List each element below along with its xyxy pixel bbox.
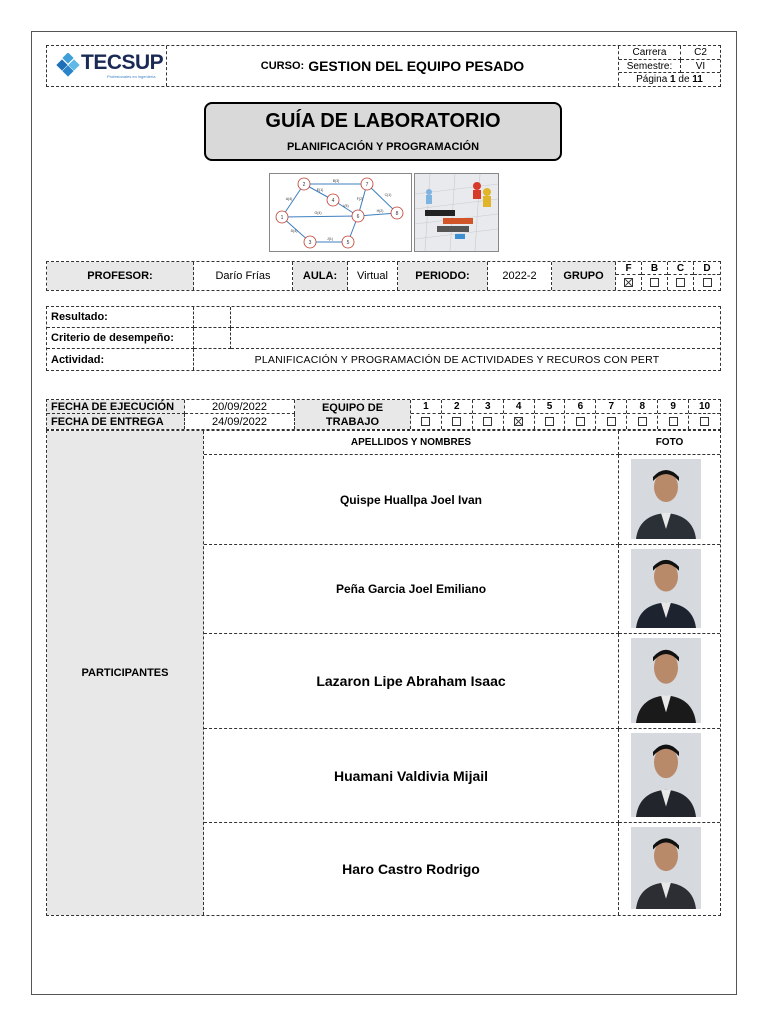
participant-photo-cell bbox=[619, 823, 720, 915]
grupo-option-d[interactable] bbox=[694, 262, 720, 290]
equipo-number: 4 bbox=[504, 400, 534, 414]
pert-node-label: 6 bbox=[356, 214, 360, 220]
grupo-options bbox=[616, 262, 720, 290]
person-silhouette-icon bbox=[631, 549, 701, 628]
logo-area bbox=[47, 46, 167, 86]
pert-edge-label: D(4) bbox=[290, 229, 298, 233]
participants-table bbox=[46, 430, 721, 916]
actividad-label: Actividad: bbox=[47, 349, 194, 370]
profesor-value: Darío Frías bbox=[194, 262, 293, 290]
info-row bbox=[46, 261, 721, 291]
pert-node-label: 1 bbox=[280, 215, 284, 221]
document-header bbox=[46, 45, 721, 87]
pert-network-icon bbox=[270, 174, 411, 251]
page-indicator bbox=[619, 73, 720, 86]
participant-photo bbox=[631, 733, 701, 817]
grupo-checkbox[interactable] bbox=[703, 278, 712, 287]
pert-edge-label: C(1) bbox=[384, 193, 392, 197]
participant-row bbox=[204, 729, 720, 823]
equipo-options bbox=[411, 400, 720, 429]
page-of: de bbox=[678, 74, 690, 85]
grupo-checkbox[interactable] bbox=[676, 278, 685, 287]
grupo-option-c[interactable] bbox=[668, 262, 694, 290]
equipo-option-7[interactable] bbox=[596, 400, 627, 429]
criterio-label: Criterio de desempeño: bbox=[47, 328, 194, 349]
participant-row bbox=[204, 634, 720, 729]
resultado-blank bbox=[194, 307, 231, 328]
equipo-option-10[interactable] bbox=[689, 400, 720, 429]
pert-node-label: 4 bbox=[331, 198, 335, 204]
pert-node-label: 2 bbox=[302, 182, 306, 188]
guide-title: GUÍA DE LABORATORIO bbox=[265, 109, 501, 132]
equipo-number: 10 bbox=[689, 400, 720, 414]
profesor-label: PROFESOR: bbox=[47, 262, 194, 290]
grupo-letter: F bbox=[616, 262, 641, 275]
criterio-value bbox=[231, 328, 720, 349]
equipo-number: 5 bbox=[535, 400, 565, 414]
page-number: 1 bbox=[670, 74, 676, 85]
equipo-checkbox[interactable] bbox=[421, 417, 430, 426]
equipo-number: 7 bbox=[596, 400, 626, 414]
participant-rows bbox=[204, 455, 720, 915]
periodo-label: PERIODO: bbox=[398, 262, 488, 290]
equipo-checkbox[interactable] bbox=[700, 417, 709, 426]
participant-name: Peña Garcia Joel Emiliano bbox=[204, 545, 619, 634]
tecsup-logo-icon bbox=[55, 53, 81, 77]
person-silhouette-icon bbox=[631, 638, 701, 723]
fecha-entrega-value: 24/09/2022 bbox=[185, 414, 295, 429]
equipo-number: 6 bbox=[566, 400, 596, 414]
aula-value: Virtual bbox=[348, 262, 398, 290]
grupo-checkbox[interactable] bbox=[624, 278, 633, 287]
equipo-checkbox[interactable] bbox=[452, 417, 461, 426]
pert-edge-label: I(5) bbox=[343, 204, 349, 208]
equipo-checkbox[interactable] bbox=[483, 417, 492, 426]
grupo-option-b[interactable] bbox=[642, 262, 668, 290]
participant-photo-cell bbox=[619, 545, 720, 634]
logo-text: TECSUP bbox=[81, 51, 164, 74]
page-label: Página bbox=[636, 74, 668, 85]
equipo-option-9[interactable] bbox=[658, 400, 689, 429]
equipo-checkbox[interactable] bbox=[576, 417, 585, 426]
pert-edge-label: H(2) bbox=[376, 209, 384, 213]
equipo-number: 8 bbox=[627, 400, 657, 414]
course-name: GESTION DEL EQUIPO PESADO bbox=[308, 58, 525, 74]
gantt-figures-icon bbox=[415, 174, 498, 251]
grupo-checkbox[interactable] bbox=[650, 278, 659, 287]
person-silhouette-icon bbox=[631, 733, 701, 817]
result-table bbox=[46, 306, 721, 371]
equipo-label: EQUIPO DE TRABAJO bbox=[295, 400, 411, 429]
pert-diagram-image bbox=[269, 173, 412, 252]
pert-edge-label: G(4) bbox=[314, 211, 322, 215]
pert-edge-label: F(2) bbox=[356, 197, 364, 201]
equipo-option-5[interactable] bbox=[535, 400, 566, 429]
gantt-illustration-image bbox=[414, 173, 499, 252]
grupo-label: GRUPO bbox=[552, 262, 616, 290]
pert-node-label: 3 bbox=[308, 240, 312, 246]
participant-name: Lazaron Lipe Abraham Isaac bbox=[204, 634, 619, 729]
participant-photo-cell bbox=[619, 729, 720, 823]
equipo-option-4[interactable] bbox=[504, 400, 535, 429]
pert-edge-label: E(1) bbox=[316, 188, 324, 192]
pert-edge-label: B(3) bbox=[332, 179, 340, 183]
fecha-entrega-label: FECHA DE ENTREGA bbox=[47, 414, 185, 429]
participant-row bbox=[204, 823, 720, 915]
grupo-letter: D bbox=[694, 262, 720, 275]
participant-photo bbox=[631, 549, 701, 628]
dates-table bbox=[46, 399, 721, 430]
participant-row bbox=[204, 455, 720, 545]
equipo-number: 3 bbox=[473, 400, 503, 414]
equipo-number: 1 bbox=[411, 400, 441, 414]
title-box bbox=[204, 102, 562, 161]
participant-photo-cell bbox=[619, 634, 720, 729]
grupo-letter: B bbox=[642, 262, 667, 275]
equipo-checkbox[interactable] bbox=[545, 417, 554, 426]
equipo-checkbox[interactable] bbox=[669, 417, 678, 426]
resultado-label: Resultado: bbox=[47, 307, 194, 328]
participant-name: Huamani Valdivia Mijail bbox=[204, 729, 619, 823]
grupo-option-f[interactable] bbox=[616, 262, 642, 290]
periodo-value: 2022-2 bbox=[488, 262, 552, 290]
fecha-ejecucion-value: 20/09/2022 bbox=[185, 400, 295, 414]
equipo-option-6[interactable] bbox=[566, 400, 597, 429]
participant-photo bbox=[631, 827, 701, 909]
pert-node-label: 8 bbox=[395, 211, 399, 217]
aula-label: AULA: bbox=[293, 262, 348, 290]
resultado-value bbox=[231, 307, 720, 328]
equipo-checkbox[interactable] bbox=[514, 417, 523, 426]
page-total: 11 bbox=[692, 74, 703, 85]
participant-photo-cell bbox=[619, 455, 720, 545]
carrera-label: Carrera bbox=[619, 46, 681, 60]
course-title bbox=[167, 46, 619, 86]
semestre-value: VI bbox=[681, 60, 720, 73]
person-silhouette-icon bbox=[631, 827, 701, 909]
semestre-label: Semestre: bbox=[619, 60, 681, 73]
names-header: APELLIDOS Y NOMBRES bbox=[204, 431, 619, 455]
equipo-option-2[interactable] bbox=[442, 400, 473, 429]
grupo-letter: C bbox=[668, 262, 693, 275]
participant-name: Haro Castro Rodrigo bbox=[204, 823, 619, 915]
equipo-number: 2 bbox=[442, 400, 472, 414]
participant-row bbox=[204, 545, 720, 634]
equipo-option-1[interactable] bbox=[411, 400, 442, 429]
meta-block bbox=[619, 46, 720, 86]
logo-tagline: Profesionales en ingeniería bbox=[107, 74, 156, 79]
equipo-checkbox[interactable] bbox=[607, 417, 616, 426]
carrera-value: C2 bbox=[681, 46, 720, 60]
guide-subtitle: PLANIFICACIÓN Y PROGRAMACIÓN bbox=[286, 141, 480, 153]
pert-node-label: 5 bbox=[346, 240, 350, 246]
fecha-ejecucion-label: FECHA DE EJECUCIÓN bbox=[47, 400, 185, 414]
person-silhouette-icon bbox=[631, 459, 701, 539]
participant-photo bbox=[631, 459, 701, 539]
pert-edge-label: J(1) bbox=[326, 237, 334, 241]
pert-edge-label: A(4) bbox=[285, 197, 293, 201]
document-page bbox=[31, 31, 737, 995]
equipo-number: 9 bbox=[658, 400, 688, 414]
participant-photo bbox=[631, 638, 701, 723]
participant-name: Quispe Huallpa Joel Ivan bbox=[204, 455, 619, 545]
course-prefix: CURSO: bbox=[260, 60, 305, 72]
equipo-option-8[interactable] bbox=[627, 400, 658, 429]
criterio-blank bbox=[194, 328, 231, 349]
equipo-checkbox[interactable] bbox=[638, 417, 647, 426]
equipo-option-3[interactable] bbox=[473, 400, 504, 429]
photo-header: FOTO bbox=[619, 431, 720, 455]
pert-node-label: 7 bbox=[365, 182, 369, 188]
participants-label: PARTICIPANTES bbox=[47, 431, 204, 915]
actividad-value: PLANIFICACIÓN Y PROGRAMACIÓN DE ACTIVIDADES Y RECUROS CON PERT bbox=[254, 353, 660, 366]
